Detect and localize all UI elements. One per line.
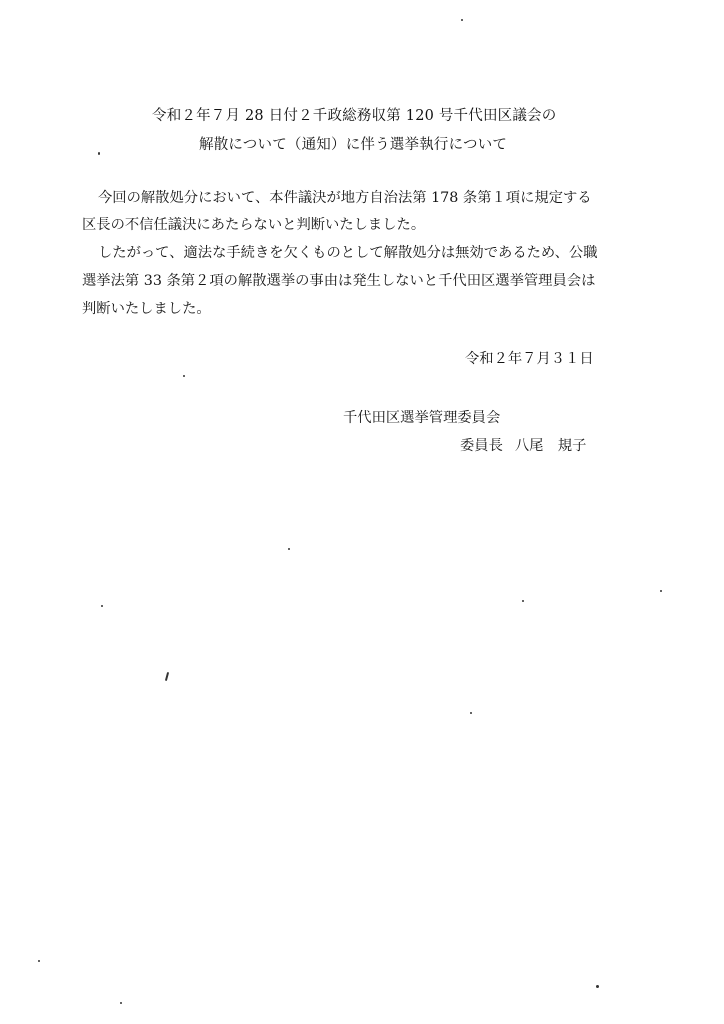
scan-speck	[596, 985, 599, 988]
paragraph-1-line-1: 今回の解散処分において、本件議決が地方自治法第 178 条第１項に規定する	[98, 190, 592, 206]
scan-speck	[470, 712, 472, 714]
scan-speck	[522, 600, 524, 602]
scan-speck	[660, 590, 662, 592]
scan-speck	[183, 375, 185, 377]
paragraph-2-line-1: したがって、適法な手続きを欠くものとして解散処分は無効であるため、公職	[98, 245, 598, 261]
signatory-name: 八尾 規子	[514, 438, 587, 454]
document-title-line-2: 解散について（通知）に伴う選挙執行について	[199, 137, 508, 153]
scan-speck	[165, 672, 169, 681]
scan-speck	[101, 605, 103, 607]
scan-speck	[461, 19, 463, 21]
document-title-line-1: 令和２年７月 28 日付２千政総務収第 120 号千代田区議会の	[152, 108, 557, 124]
scan-speck	[120, 1002, 122, 1004]
issuing-organization: 千代田区選挙管理委員会	[343, 410, 501, 426]
document-date: 令和２年７月３１日	[465, 351, 594, 367]
signatory	[460, 435, 586, 455]
paragraph-2-line-2: 選挙法第 33 条第２項の解散選挙の事由は発生しないと千代田区選挙管理員会は	[82, 273, 596, 289]
scan-speck	[98, 152, 100, 155]
signatory-title: 委員長	[460, 438, 503, 454]
paragraph-2-line-3: 判断いたしました。	[82, 301, 211, 317]
paragraph-1-line-2: 区長の不信任議決にあたらないと判断いたしました。	[82, 217, 426, 233]
scan-speck	[288, 548, 290, 550]
scan-speck	[38, 960, 40, 962]
